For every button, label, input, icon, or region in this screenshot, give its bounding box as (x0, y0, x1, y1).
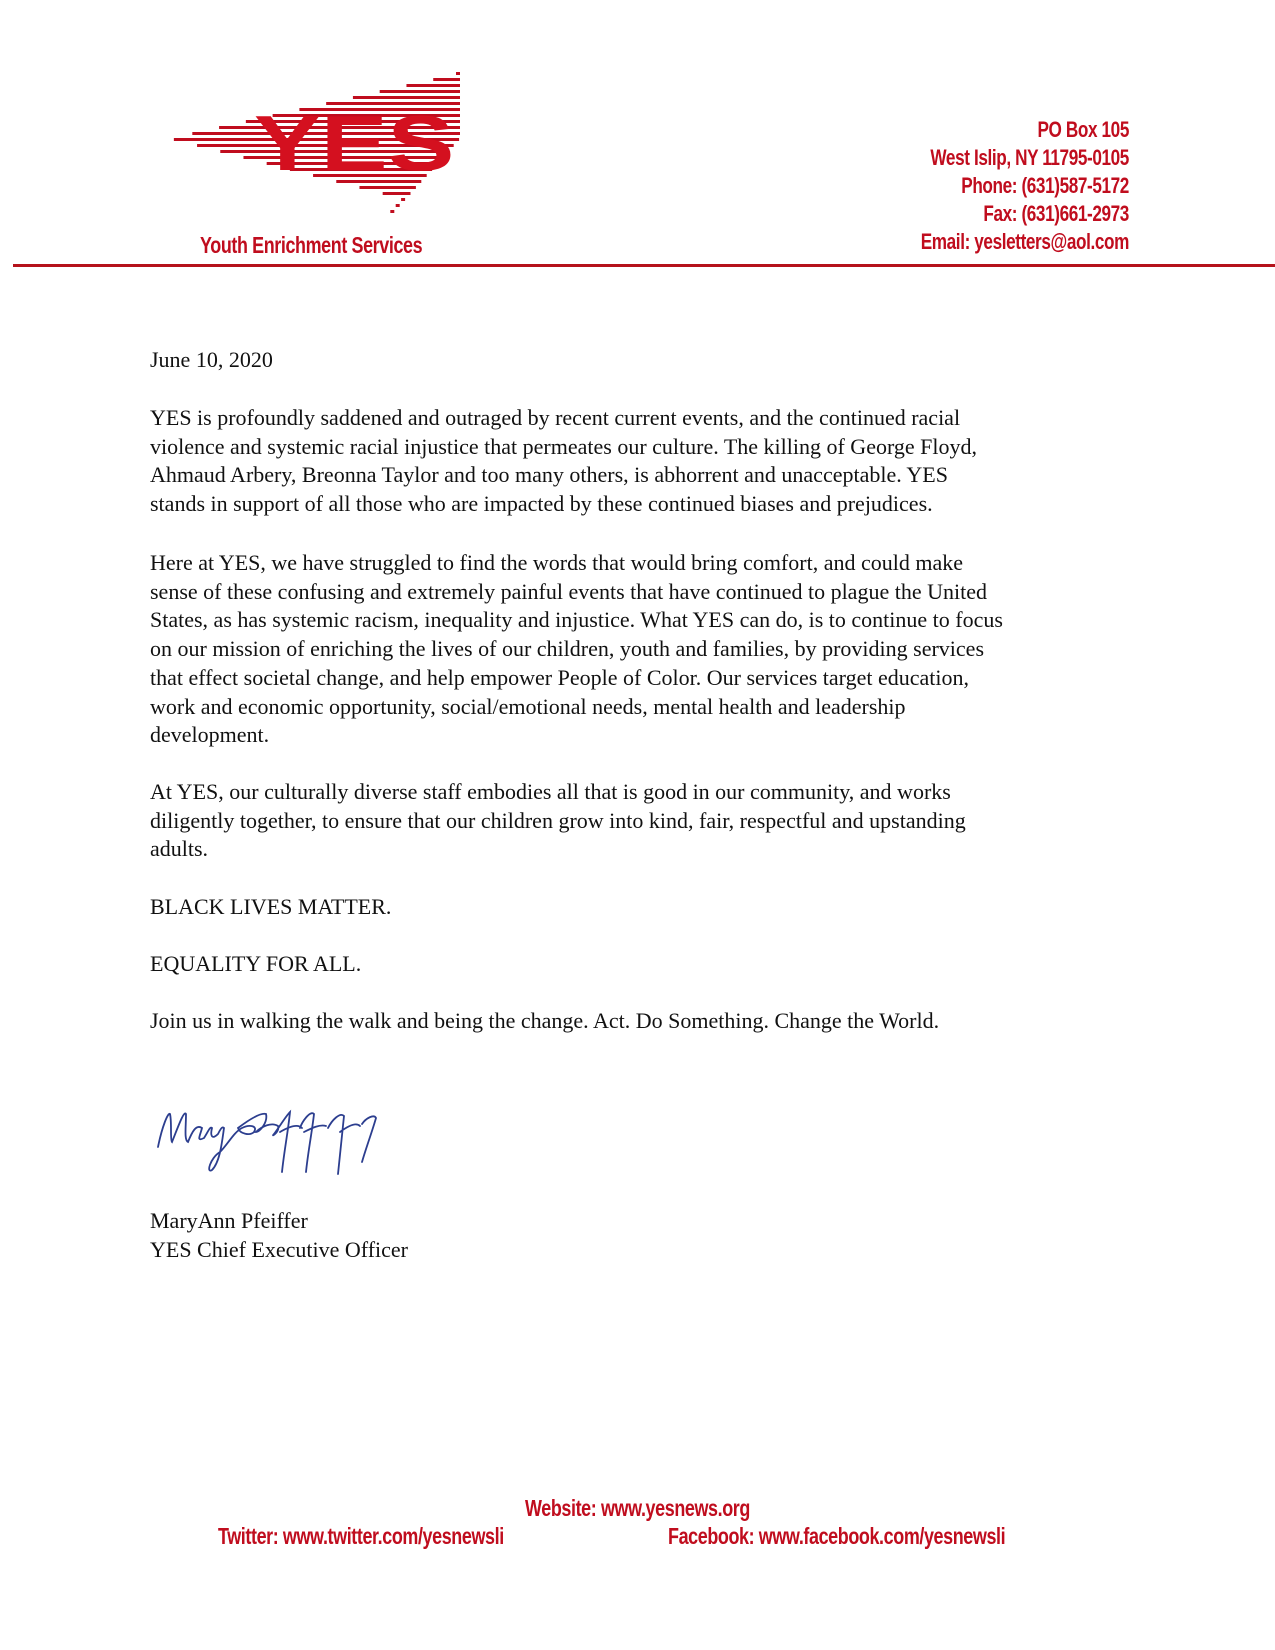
address-phone: Phone: (631)587-5172 (961, 173, 1129, 198)
paragraph-line: EQUALITY FOR ALL. (150, 951, 362, 976)
paragraph-line: on our mission of enriching the lives of our children, youth and families, by providing services (150, 636, 985, 662)
letter-paragraph (150, 549, 1003, 750)
paragraph-line: stands in support of all those who are impacted by these continued biases and prejudices. (150, 491, 933, 517)
address-city: West Islip, NY 11795-0105 (930, 145, 1129, 170)
paragraph-line: Join us in walking the walk and being the change. Act. Do Something. Change the World. (150, 1008, 940, 1033)
footer-facebook[interactable]: Facebook: www.facebook.com/yesnewsli (668, 1523, 1006, 1549)
address-po-box: PO Box 105 (1037, 117, 1129, 142)
tagline: Youth Enrichment Services (200, 232, 423, 258)
logo-stripe (390, 210, 394, 213)
address-email: Email: yesletters@aol.com (920, 229, 1129, 254)
letter-paragraph (150, 893, 391, 922)
signature (150, 1092, 430, 1182)
paragraph-line: At YES, our culturally diverse staff embodies all that is good in our community, and works (150, 779, 951, 804)
footer-website[interactable]: Website: www.yesnews.org (525, 1495, 750, 1521)
header-divider (13, 264, 1275, 267)
address-block (921, 116, 1129, 256)
signer-name: MaryAnn Pfeiffer (150, 1208, 308, 1233)
signer-title: YES Chief Executive Officer (150, 1237, 409, 1262)
letter-paragraph (150, 778, 966, 864)
paragraph-line: Ahmaud Arbery, Breonna Taylor and too many others, is abhorrent and unacceptable. YES (150, 462, 948, 488)
paragraph-line: adults. (150, 836, 209, 862)
logo-stripe (456, 72, 460, 75)
paragraph-line: violence and systemic racial injustice that permeates our culture. The killing of George Floyd, (150, 433, 977, 459)
address-fax: Fax: (631)661-2973 (983, 201, 1129, 226)
letter-paragraph (150, 1007, 939, 1036)
letter-date: June 10, 2020 (150, 347, 273, 372)
paragraph-line: YES is profoundly saddened and outraged by recent current events, and the continued racial (150, 405, 961, 430)
paragraph-line: diligently together, to ensure that our children grow into kind, fair, respectful and upstanding (150, 807, 966, 833)
logo-stripe (380, 90, 460, 93)
letter-paragraph (150, 404, 977, 519)
paragraph-line: development. (150, 722, 270, 748)
logo-stripe (401, 198, 405, 201)
logo-stripe (353, 96, 460, 99)
logo-stripe (383, 192, 411, 195)
paragraph-line: work and economic opportunity, social/emotional needs, mental health and leadership (150, 693, 906, 719)
logo-stripe (433, 78, 460, 81)
letter-paragraph (150, 950, 361, 979)
logo-stripe (406, 84, 460, 87)
logo-stripe (396, 204, 400, 207)
yes-logo (150, 62, 480, 227)
paragraph-line: States, as has systemic racism, inequality and injustice. What YES can do, is to continue to focus (150, 607, 1003, 633)
paragraph-line: Here at YES, we have struggled to find the words that would bring comfort, and could make (150, 550, 963, 575)
paragraph-line: sense of these confusing and extremely painful events that have continued to plague the United (150, 578, 987, 604)
footer-twitter[interactable]: Twitter: www.twitter.com/yesnewsli (218, 1523, 504, 1549)
paragraph-line: that effect societal change, and help empower People of Color. Our services target education, (150, 664, 970, 690)
paragraph-line: BLACK LIVES MATTER. (150, 894, 392, 919)
svg-text:YES: YES (253, 100, 455, 188)
